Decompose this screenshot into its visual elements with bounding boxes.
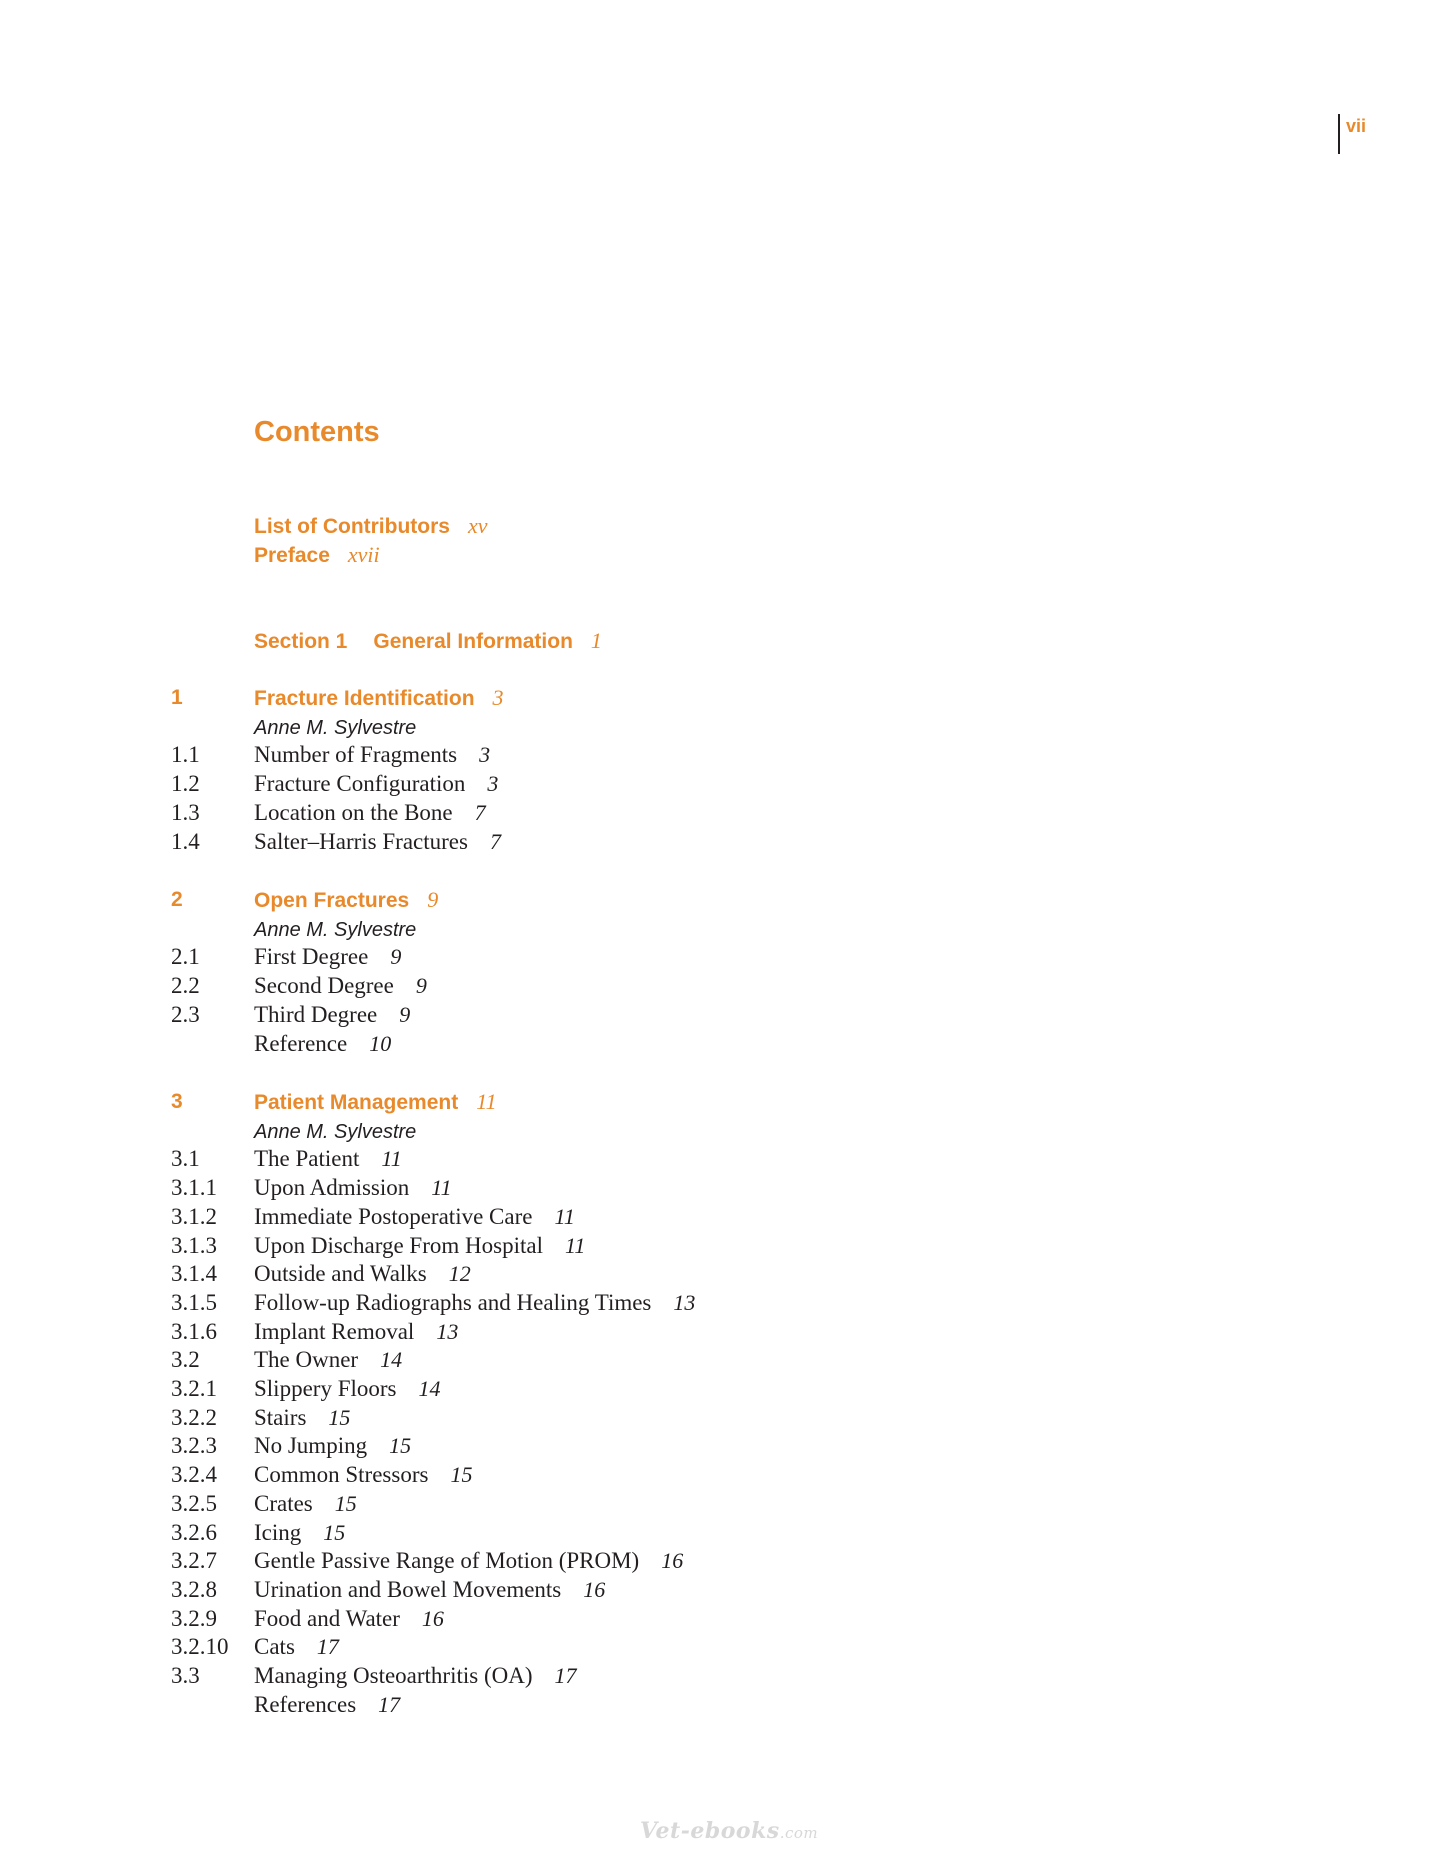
- entry-title[interactable]: Fracture Configuration: [254, 771, 466, 797]
- entry-title[interactable]: Crates: [254, 1490, 313, 1516]
- watermark: [640, 1818, 818, 1844]
- entry-title[interactable]: Slippery Floors: [254, 1376, 397, 1401]
- entry-number: 3.2.6: [171, 1519, 217, 1545]
- chapter-title[interactable]: Patient Management: [254, 1091, 459, 1114]
- author-name: Anne M. Sylvestre: [254, 918, 417, 941]
- entry-number: 2.2: [171, 973, 200, 999]
- author-text: [254, 713, 416, 742]
- entry-page-number: 13: [436, 1318, 459, 1344]
- entry-text: [254, 1519, 345, 1547]
- entry-page-number: 12: [448, 1261, 471, 1287]
- entry-title[interactable]: Preface: [254, 543, 330, 567]
- entry-page-number: 13: [673, 1289, 696, 1315]
- chapter-page-number: 9: [427, 887, 439, 912]
- entry-title[interactable]: Immediate Postoperative Care: [254, 1203, 533, 1229]
- chapter-page-number: 3: [492, 685, 504, 710]
- chapter-number: 2: [171, 888, 183, 911]
- entry-number: 1.2: [171, 771, 200, 797]
- entry-text: [254, 1375, 440, 1403]
- entry-page-number: xvii: [347, 541, 380, 567]
- entry-title[interactable]: Number of Fragments: [254, 742, 458, 768]
- entry-number: 3.3: [171, 1663, 200, 1688]
- entry-text: [254, 1030, 391, 1058]
- entry-text: [254, 799, 486, 827]
- chapter-title[interactable]: Fracture Identification: [254, 687, 475, 710]
- entry-title[interactable]: Cats: [254, 1634, 295, 1660]
- entry-text: [254, 1289, 695, 1317]
- entry-text: [254, 1318, 458, 1346]
- entry-number: 3.2.1: [171, 1376, 217, 1401]
- section-page-number: 1: [590, 628, 602, 653]
- entry-page-number: 7: [474, 799, 486, 825]
- entry-text: [254, 1145, 402, 1173]
- chapter-number: 3: [171, 1090, 183, 1113]
- entry-title[interactable]: Upon Admission: [254, 1175, 410, 1201]
- section-text: [254, 627, 602, 656]
- entry-page-number: 17: [316, 1634, 339, 1660]
- entry-title[interactable]: No Jumping: [254, 1433, 368, 1459]
- entry-number: 3.1.4: [171, 1261, 217, 1287]
- entry-title[interactable]: List of Contributors: [254, 515, 450, 538]
- page-title: Contents: [254, 416, 380, 448]
- author-text: [254, 915, 416, 944]
- entry-title[interactable]: Common Stressors: [254, 1462, 429, 1488]
- entry-title[interactable]: Follow-up Radiographs and Healing Times: [254, 1289, 652, 1315]
- entry-number: 3.2.8: [171, 1576, 217, 1602]
- entry-page-number: 15: [334, 1490, 357, 1516]
- entry-title[interactable]: References: [254, 1691, 357, 1717]
- entry-page-number: 11: [431, 1175, 452, 1201]
- entry-text: [254, 1404, 350, 1432]
- entry-page-number: 9: [399, 1001, 411, 1027]
- entry-title[interactable]: Location on the Bone: [254, 799, 453, 825]
- entry-number: 3.1.2: [171, 1203, 217, 1229]
- entry-page-number: 15: [450, 1462, 473, 1488]
- entry-number: 3.2: [171, 1347, 200, 1373]
- entry-number: 3.2.2: [171, 1404, 217, 1430]
- entry-number: 1.4: [171, 828, 200, 854]
- entry-number: 1.1: [171, 742, 200, 768]
- section-label: Section 1: [254, 630, 348, 653]
- entry-number: 3.1.5: [171, 1289, 217, 1315]
- entry-text: [254, 1633, 339, 1661]
- entry-title[interactable]: First Degree: [254, 944, 369, 970]
- entry-number: 1.3: [171, 799, 200, 825]
- entry-number: 3.2.3: [171, 1433, 217, 1459]
- entry-page-number: 15: [323, 1519, 346, 1545]
- entry-text: [254, 1605, 444, 1633]
- chapter-title[interactable]: Open Fractures: [254, 889, 410, 912]
- entry-number: 3.1.1: [171, 1175, 217, 1201]
- entry-text: [254, 1461, 472, 1489]
- entry-title[interactable]: Food and Water: [254, 1605, 400, 1631]
- entry-number: 3.2.4: [171, 1462, 217, 1488]
- entry-text: [254, 1547, 683, 1575]
- chapter-page-number: 11: [476, 1089, 497, 1114]
- entry-title[interactable]: Upon Discharge From Hospital: [254, 1232, 543, 1258]
- entry-title[interactable]: Salter–Harris Fractures: [254, 828, 468, 854]
- chapter-text: [254, 1088, 497, 1117]
- entry-title[interactable]: Third Degree: [254, 1001, 378, 1027]
- entry-text: [254, 828, 501, 856]
- entry-page-number: 16: [583, 1576, 606, 1602]
- entry-text: [254, 972, 427, 1000]
- entry-page-number: 3: [487, 771, 499, 797]
- entry-title[interactable]: The Patient: [254, 1146, 360, 1172]
- entry-text: [254, 1490, 357, 1518]
- author-name: Anne M. Sylvestre: [254, 716, 417, 739]
- entry-page-number: 10: [369, 1030, 392, 1056]
- entry-text: [254, 1203, 575, 1231]
- entry-title[interactable]: Reference: [254, 1030, 348, 1056]
- entry-text: [254, 1576, 605, 1604]
- entry-number: 3.2.10: [171, 1634, 229, 1660]
- entry-text: [254, 770, 498, 798]
- entry-text: [254, 943, 401, 971]
- entry-text: [254, 741, 490, 769]
- watermark-main: Vet-ebooks: [640, 1818, 780, 1844]
- entry-page-number: 9: [415, 973, 427, 999]
- entry-page-number: 11: [554, 1203, 575, 1229]
- entry-page-number: 15: [328, 1404, 351, 1430]
- entry-number: 3.2.7: [171, 1548, 217, 1574]
- entry-page-number: 15: [389, 1433, 412, 1459]
- entry-title[interactable]: Urination and Bowel Movements: [254, 1576, 562, 1602]
- entry-title[interactable]: Outside and Walks: [254, 1261, 427, 1287]
- entry-page-number: 14: [380, 1347, 403, 1373]
- entry-page-number: 17: [378, 1691, 401, 1717]
- entry-title[interactable]: Icing: [254, 1519, 302, 1545]
- entry-number: 3.2.5: [171, 1490, 217, 1516]
- watermark-suffix: .com: [779, 1824, 819, 1842]
- page-number-rule: [1338, 114, 1340, 154]
- entry-title[interactable]: The Owner: [254, 1347, 359, 1373]
- entry-number: 3.1.6: [171, 1318, 217, 1344]
- entry-number: 2.3: [171, 1001, 200, 1027]
- entry-page-number: 14: [418, 1376, 441, 1401]
- entry-number: 3.1.3: [171, 1232, 217, 1258]
- entry-page-number: 17: [554, 1663, 577, 1688]
- entry-text: [254, 1260, 471, 1288]
- entry-page-number: 11: [381, 1146, 402, 1172]
- entry-page-number: 16: [421, 1605, 444, 1631]
- entry-page-number: 7: [489, 828, 501, 854]
- chapter-text: [254, 684, 504, 713]
- entry-page-number: 3: [479, 742, 491, 768]
- section-title[interactable]: General Information: [373, 630, 573, 653]
- entry-number: 3.1: [171, 1146, 200, 1172]
- entry-number: 3.2.9: [171, 1605, 217, 1631]
- entry-page-number: 9: [390, 944, 402, 970]
- entry-title[interactable]: Stairs: [254, 1404, 307, 1430]
- author-name: Anne M. Sylvestre: [254, 1120, 417, 1143]
- entry-title[interactable]: Second Degree: [254, 973, 394, 999]
- entry-title[interactable]: Gentle Passive Range of Motion (PROM): [254, 1548, 640, 1574]
- entry-text: [254, 1432, 411, 1460]
- entry-text: [254, 1346, 402, 1374]
- entry-title[interactable]: Managing Osteoarthritis (OA): [254, 1663, 533, 1688]
- page-number: vii: [1346, 116, 1367, 136]
- entry-page-number: xv: [467, 513, 488, 538]
- chapter-number: 1: [171, 686, 183, 709]
- author-text: [254, 1117, 416, 1146]
- entry-text: [254, 541, 380, 570]
- chapter-text: [254, 886, 438, 915]
- entry-text: [254, 512, 488, 541]
- entry-title[interactable]: Implant Removal: [254, 1318, 415, 1344]
- entry-number: 2.1: [171, 944, 200, 970]
- entry-page-number: 16: [661, 1548, 684, 1574]
- entry-text: [254, 1662, 577, 1690]
- entry-text: [254, 1232, 585, 1260]
- entry-text: [254, 1691, 400, 1719]
- entry-text: [254, 1174, 452, 1202]
- entry-page-number: 11: [564, 1232, 586, 1258]
- entry-text: [254, 1001, 410, 1029]
